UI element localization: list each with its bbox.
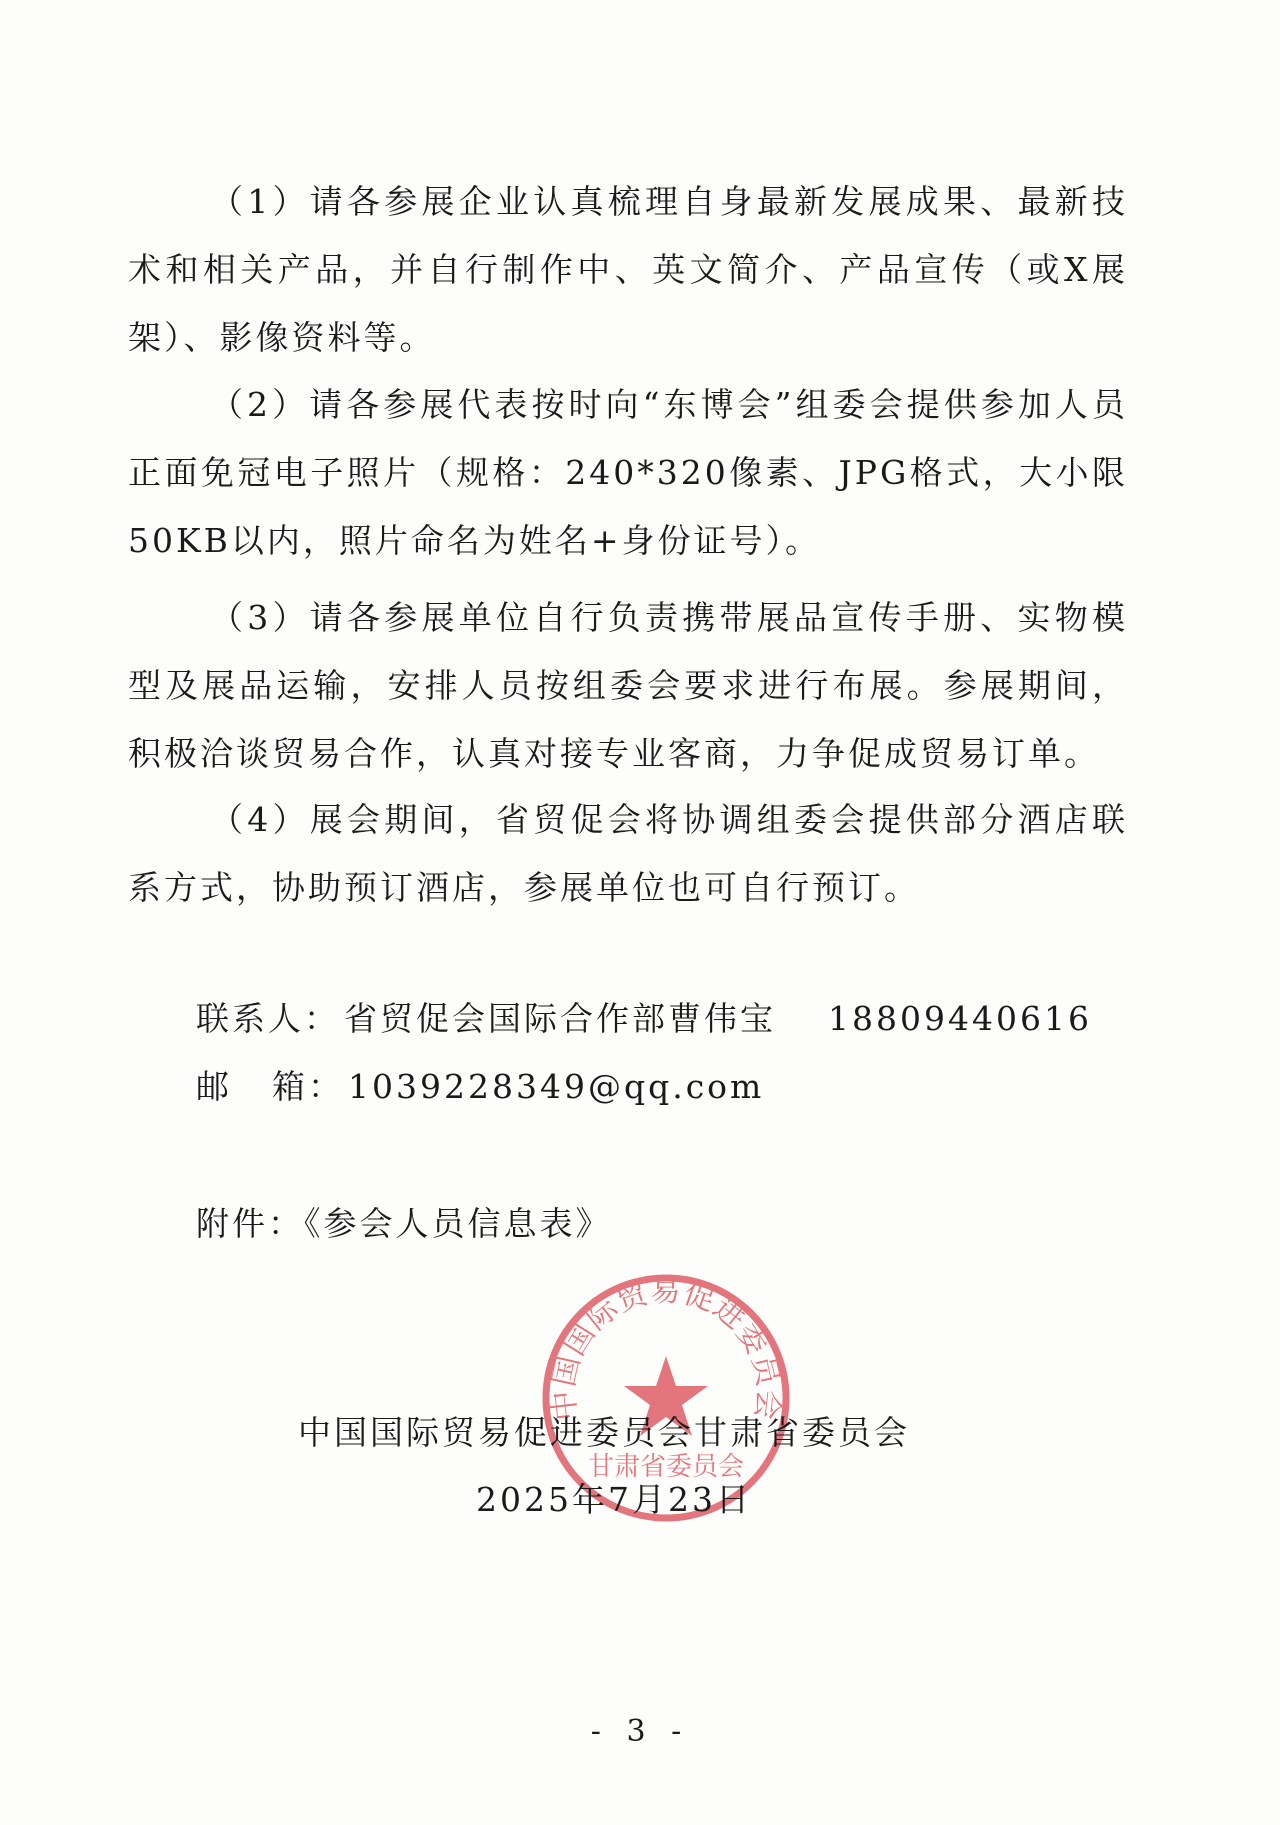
seal-arc-text: 中国国际贸易促进委员会	[546, 1274, 786, 1423]
issuing-organization: 中国国际贸易促进委员会甘肃省委员会	[298, 1413, 910, 1452]
email-label-part1: 邮	[196, 1067, 232, 1106]
seal-bottom-text: 甘肃省委员会	[587, 1452, 745, 1482]
issue-date: 2025年7月23日	[476, 1480, 752, 1519]
email-address: 1039228349@qq.com	[348, 1067, 765, 1106]
paragraph-hotel-booking: （4）展会期间，省贸促会将协调组委会提供部分酒店联系方式，协助预订酒店，参展单位也可自行预订。	[128, 800, 1128, 907]
attachment-note: 附件：《参会人员信息表》	[196, 1204, 612, 1243]
contact-email-line	[196, 1062, 764, 1112]
email-label-part2: 箱：	[272, 1067, 344, 1106]
contact-phone: 18809440616	[828, 999, 1092, 1038]
paragraph-exhibit-materials: （1）请各参展企业认真梳理自身最新发展成果、最新技术和相关产品，并自行制作中、英文简介、产品宣传（或X展架）、影像资料等。	[128, 182, 1128, 357]
contact-person-name: 省贸促会国际合作部曹伟宝	[344, 999, 776, 1038]
contact-person-line	[196, 994, 1092, 1044]
paragraph-photo-requirements: （2）请各参展代表按时向“东博会”组委会提供参加人员正面免冠电子照片（规格：240*320像素、JPG格式，大小限50KB以内，照片命名为姓名+身份证号）。	[128, 385, 1128, 560]
paragraph-exhibit-logistics: （3）请各参展单位自行负责携带展品宣传手册、实物模型及展品运输，安排人员按组委会要求进行布展。参展期间，积极洽谈贸易合作，认真对接专业客商，力争促成贸易订单。	[128, 598, 1128, 773]
page-number: - 3 -	[590, 1714, 690, 1749]
contact-person-label: 联系人：	[196, 999, 340, 1038]
